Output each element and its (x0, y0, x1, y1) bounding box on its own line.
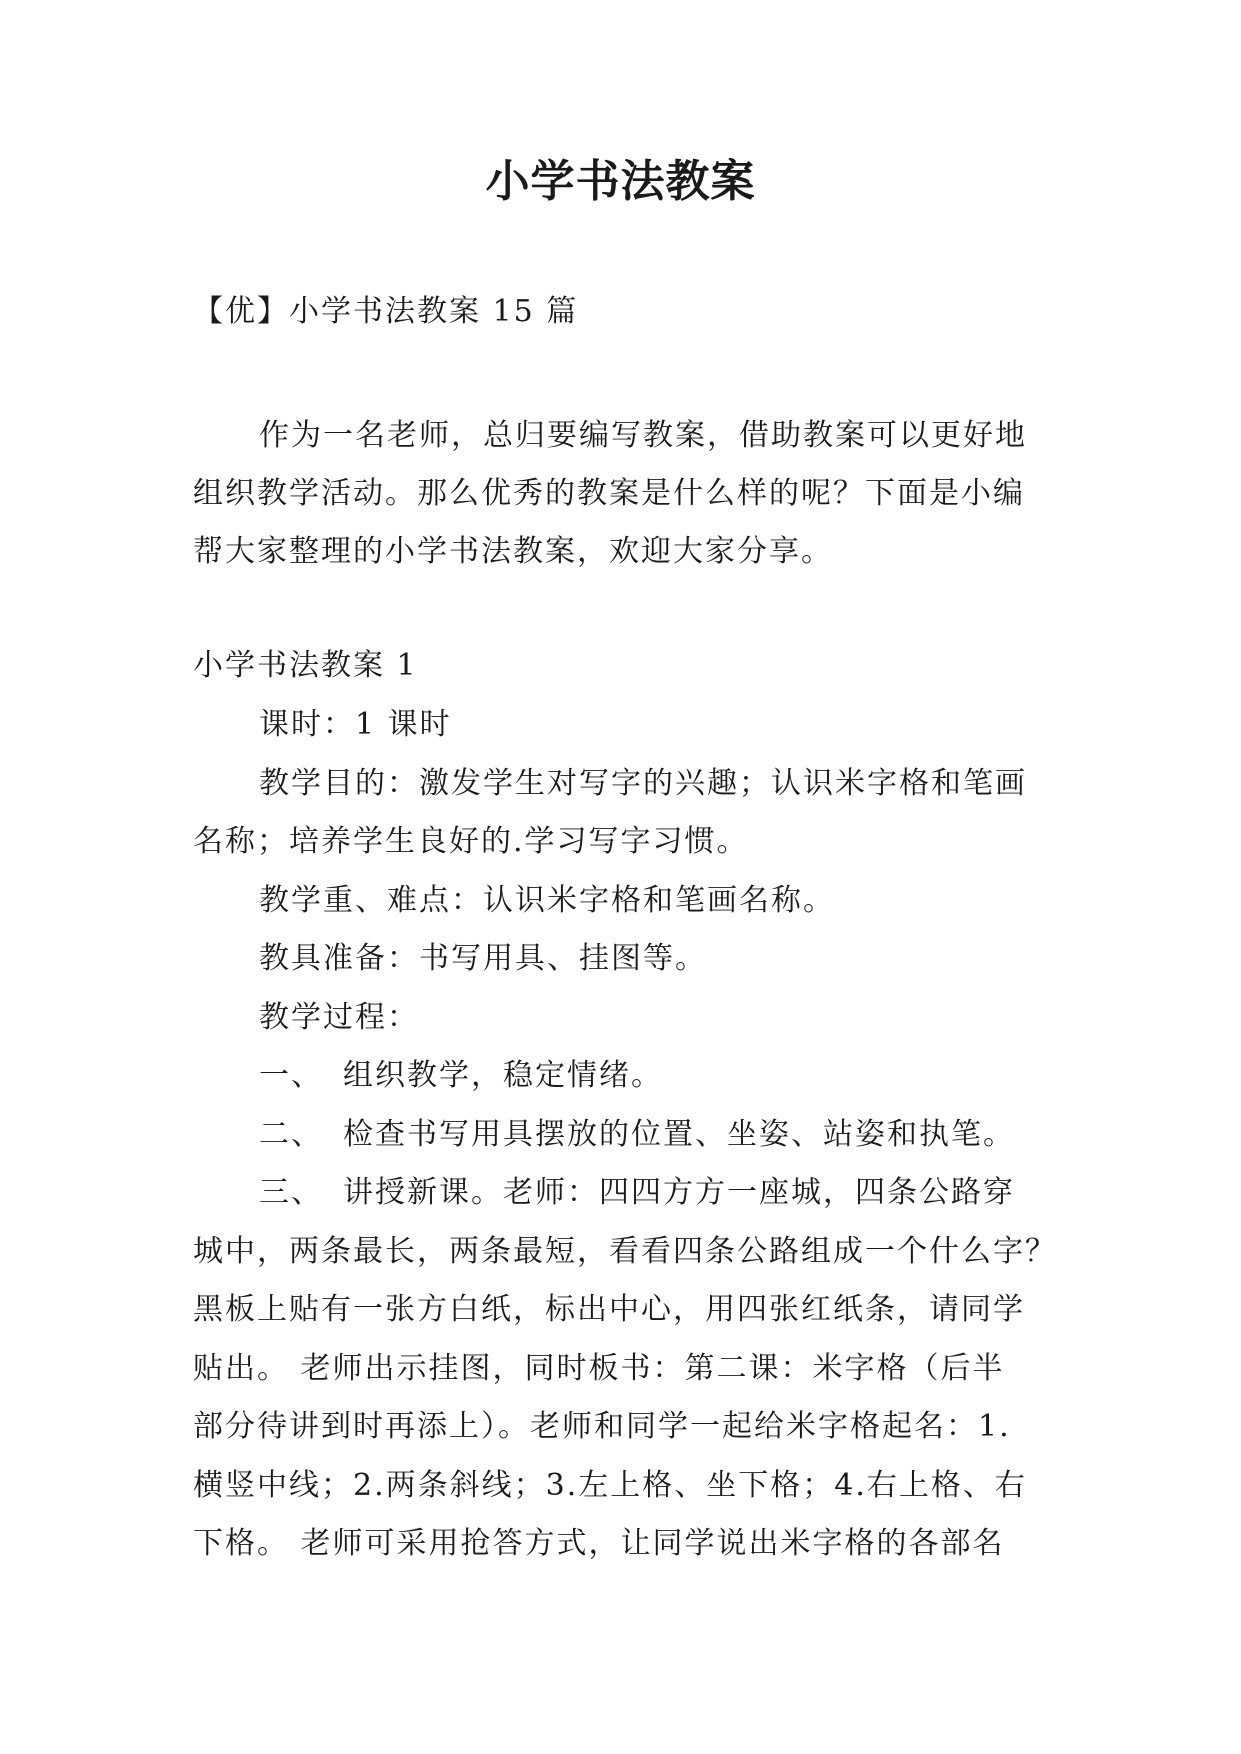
lesson-step (193, 1164, 1053, 1223)
intro-line: 帮大家整理的小学书法教案，欢迎大家分享。 (193, 534, 833, 569)
step-number: 二、 (259, 1116, 323, 1152)
continuation-line: 贴出。 老师出示挂图，同时板书：第二课：米字格（后半 (193, 1350, 1005, 1386)
step-text: 检查书写用具摆放的位置、坐姿、站姿和执笔。 (343, 1116, 1015, 1152)
step-text: 讲授新课。老师：四四方方一座城，四条公路穿 (343, 1175, 1015, 1210)
lesson-step (193, 1047, 1053, 1106)
section-heading: 小学书法教案 1 (193, 648, 418, 683)
lesson-process-label: 教学过程： (259, 999, 419, 1035)
intro-line: 组织教学活动。那么优秀的教案是什么样的呢？下面是小编 (193, 476, 1025, 511)
step-text: 组织教学，稳定情绪。 (343, 1058, 663, 1093)
step-number: 一、 (259, 1058, 323, 1093)
continuation-line: 黑板上贴有一张方白纸，标出中心，用四张红纸条，请同学 (193, 1292, 1025, 1327)
document-subtitle: 【优】小学书法教案 15 篇 (193, 294, 579, 329)
continuation-line: 部分待讲到时再添上）。老师和同学一起给米字格起名：1. (193, 1409, 1011, 1444)
lesson-step (193, 1106, 1053, 1165)
document-title: 小学书法教案 (485, 156, 756, 207)
continuation-line: 横竖中线；2.两条斜线；3.左上格、坐下格；4.右上格、右 (193, 1467, 1027, 1503)
lesson-objective-line: 教学目的：激发学生对写字的兴趣；认识米字格和笔画 (259, 765, 1027, 801)
intro-paragraph (193, 407, 1053, 581)
intro-line: 作为一名老师，总归要编写教案，借助教案可以更好地 (259, 418, 1027, 453)
continuation-line: 下格。 老师可采用抢答方式，让同学说出米字格的各部名 (193, 1526, 1005, 1561)
step-number: 三、 (259, 1175, 323, 1210)
lesson-materials: 教具准备：书写用具、挂图等。 (259, 941, 707, 976)
continuation-line: 城中，两条最长，两条最短，看看四条公路组成一个什么字？ (193, 1233, 1057, 1269)
lesson-objective-line: 名称；培养学生良好的.学习写字习惯。 (193, 824, 749, 859)
lesson-content (193, 696, 1057, 1574)
lesson-duration: 课时：1 课时 (259, 707, 452, 742)
lesson-key-points: 教学重、难点：认识米字格和笔画名称。 (259, 882, 835, 918)
